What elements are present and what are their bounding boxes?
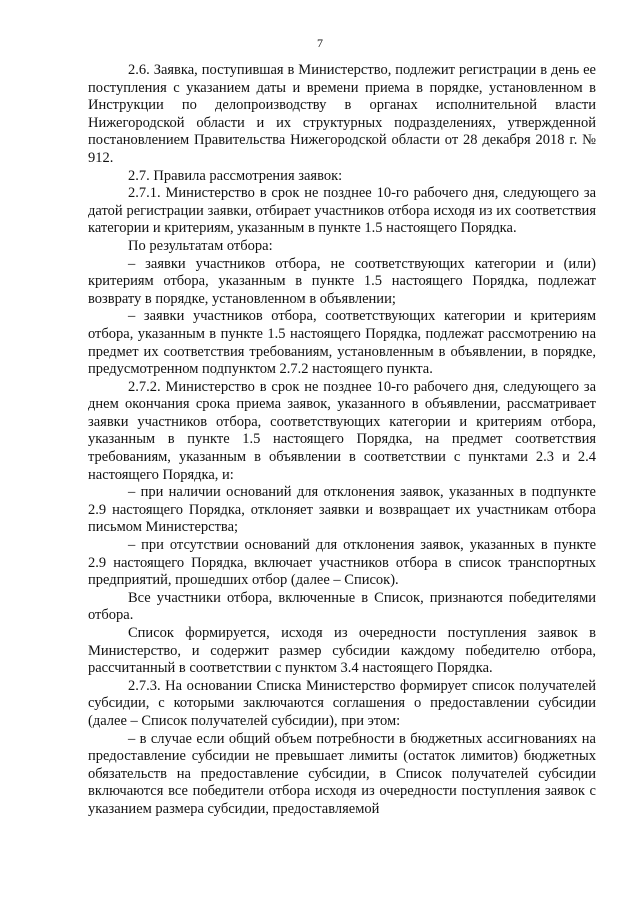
paragraph-include-item: – при отсутствии оснований для отклонения заявок, указанных в пункте 2.9 настоящего Порядка, включает участников отбора в список транспортных предприятий, прошедших отбор (далее – Список). <box>88 537 596 589</box>
paragraph-reject-item: – при наличии оснований для отклонения заявок, указанных в подпункте 2.9 настоящего Порядка, отклоняет заявки и возвращает их участникам отбора письмом Министерства; <box>88 484 596 536</box>
paragraph-2-7-1: 2.7.1. Министерство в срок не позднее 10-го рабочего дня, следующего за датой регистрации заявки, отбирает участников отбора исходя из их соответствия категории и критериям, указанным в пункте 1.5 настоящего Порядка. <box>88 185 596 237</box>
paragraph-2-6: 2.6. Заявка, поступившая в Министерство, подлежит регистрации в день ее поступления с указанием даты и времени приема в порядке, установленном в Инструкции по делопроизводству в органах исполнительной власти Нижегородской области и их структурных подразделениях, утвержденной постановлением Правительства Нижегородской области от 28 декабря 2018 г. № 912. <box>88 62 596 166</box>
paragraph-list-formation: Список формируется, исходя из очередности поступления заявок в Министерство, и содержит размер субсидии каждому победителю отбора, рассчитанный в соответствии с пунктом 3.4 настоящего Порядка. <box>88 625 596 677</box>
page-number: 7 <box>317 36 323 50</box>
paragraph-2-7-3: 2.7.3. На основании Списка Министерство формирует список получателей субсидии, с которыми заключаются соглашения о предоставлении субсидии (далее – Список получателей субсидии), при этом: <box>88 677 596 729</box>
paragraph-limits-item: – в случае если общий объем потребности в бюджетных ассигнованиях на предоставление субсидии не превышает лимиты (остаток лимитов) бюджетных обязательств на предоставление субсидии, в Список получателей субсидии включаются все победители отбора исходя из очередности поступления заявок с указанием размера субсидии, предоставляемой <box>88 730 596 817</box>
paragraph-results-intro: По результатам отбора: <box>128 237 273 254</box>
paragraph-return-item: – заявки участников отбора, не соответствующих категории и (или) критериям отбора, указанным в пункте 1.5 настоящего Порядка, подлежат возврату в порядке, установленном в объявлении; <box>88 255 596 307</box>
paragraph-2-7-heading: 2.7. Правила рассмотрения заявок: <box>128 167 343 184</box>
paragraph-review-item: – заявки участников отбора, соответствующих категории и критериям отбора, указанным в пункте 1.5 настоящего Порядка, подлежат рассмотрению на предмет их соответствия требованиям, установленным в объявлении, в порядке, предусмотренном подпунктом 2.7.2 настоящего пункта. <box>88 308 596 378</box>
paragraph-winners: Все участники отбора, включенные в Список, признаются победителями отбора. <box>88 589 596 624</box>
paragraph-2-7-2: 2.7.2. Министерство в срок не позднее 10-го рабочего дня, следующего за днем окончания срока приема заявок, указанного в объявлении, рассматривает заявки участников отбора, соответствующих категории и критериям отбора, указанным в пункте 1.5 настоящего Порядка, на предмет соответствия требованиям, указанным в объявлении в соответствии с пунктами 2.3 и 2.4 настоящего Порядка, и: <box>88 378 596 483</box>
document-body <box>88 62 596 819</box>
